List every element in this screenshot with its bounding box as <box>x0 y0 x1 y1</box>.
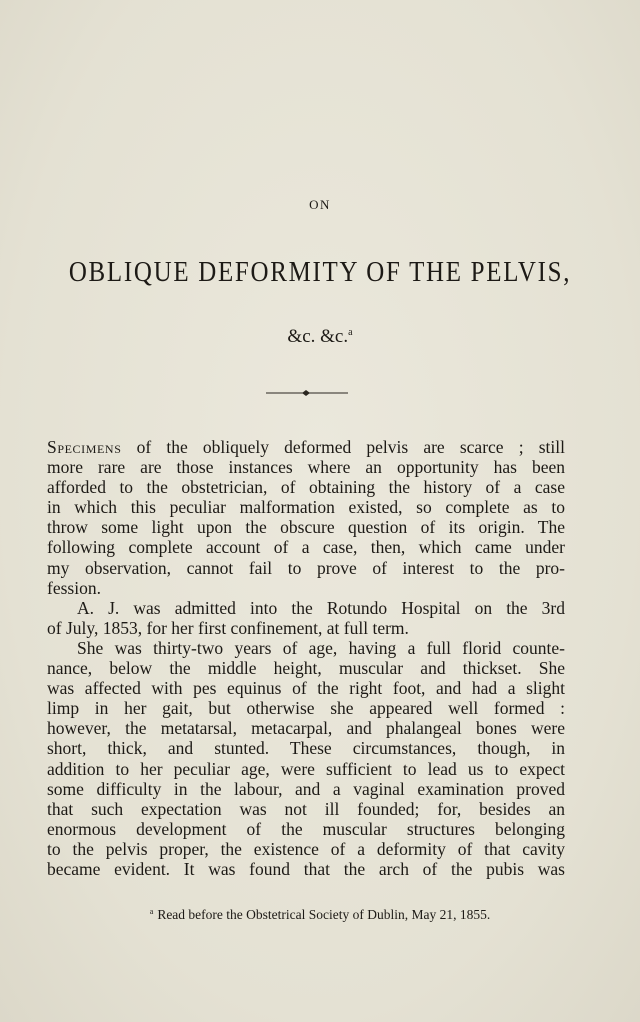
text-line: that such expectation was not ill founded; for, besides an <box>47 798 565 819</box>
text-line: however, the metatarsal, metacarpal, and phalangeal bones were <box>47 718 565 739</box>
text-line: some difficulty in the labour, and a vaginal examination proved <box>47 778 565 799</box>
text-line: short, thick, and stunted. These circumstances, though, in <box>47 738 565 759</box>
ornamental-rule <box>266 387 348 399</box>
text-line: afforded to the obstetrician, of obtaining the history of a case <box>47 477 565 498</box>
subtitle-text: &c. &c. <box>287 326 349 347</box>
text-line: to the pelvis proper, the existence of a deformity of that cavity <box>47 838 565 859</box>
text-line: of July, 1853, for her first confinement, at full term. <box>47 617 409 638</box>
text-line: nance, below the middle height, muscular and thickset. She <box>47 658 565 679</box>
text-line: addition to her peculiar age, were sufficient to lead us to expect <box>47 758 565 779</box>
text-line: more rare are those instances where an opportunity has been <box>47 457 565 478</box>
heading-on: ON <box>309 197 331 212</box>
text-line: in which this peculiar malformation existed, so complete as to <box>47 497 565 518</box>
footnote-marker: a <box>149 907 154 916</box>
text-line: enormous development of the muscular structures belonging <box>47 818 565 839</box>
text-line: fession. <box>47 577 101 598</box>
text-line: She was thirty-two years of age, having a full florid counte- <box>77 637 565 658</box>
text-line: throw some light upon the obscure question of its origin. The <box>47 517 565 538</box>
text-line: became evident. It was found that the arch of the pubis was <box>47 858 565 879</box>
text-line: following complete account of a case, then, which came under <box>47 537 565 558</box>
body-text <box>47 437 565 879</box>
page-title: OBLIQUE DEFORMITY OF THE PELVIS, <box>68 256 572 288</box>
text-line: limp in her gait, but otherwise she appeared well formed : <box>47 698 565 719</box>
text-line: Specimens of the obliquely deformed pelvis are scarce ; still <box>47 437 565 457</box>
drop-word: Specimens <box>47 437 122 457</box>
text-line: A. J. was admitted into the Rotundo Hospital on the 3rd <box>77 597 565 618</box>
text-line: my observation, cannot fail to prove of interest to the pro- <box>47 557 565 578</box>
footnote-reference: a <box>348 327 353 338</box>
page-subtitle <box>0 326 640 348</box>
text-line: was affected with pes equinus of the right foot, and had a slight <box>47 678 565 699</box>
footnote-text: Read before the Obstetrical Society of Dublin, May 21, 1855. <box>157 907 491 922</box>
footnote <box>0 907 640 923</box>
